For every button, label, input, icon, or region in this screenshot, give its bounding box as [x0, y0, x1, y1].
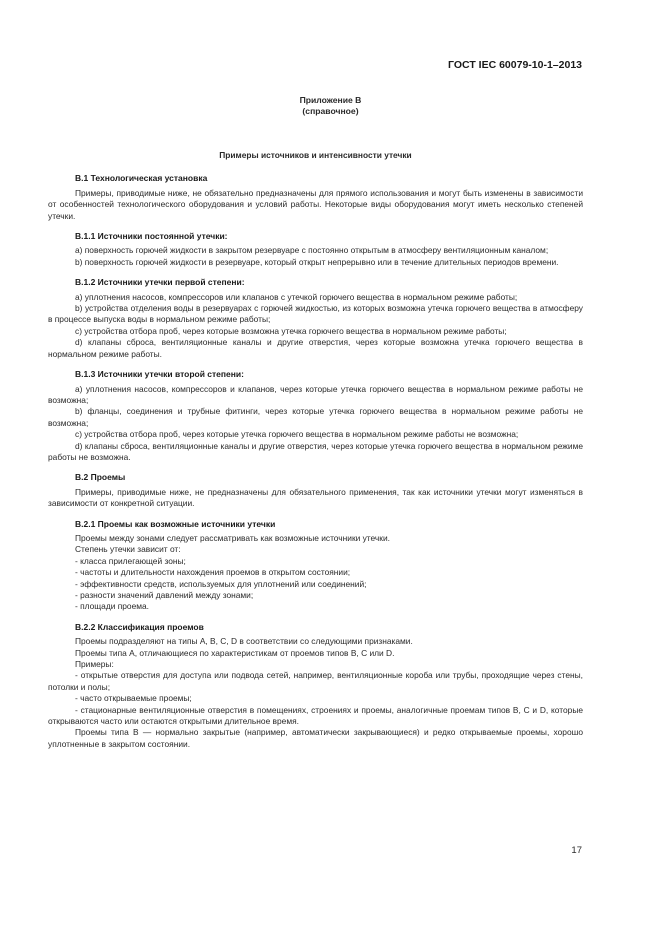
section-heading: В.2 Проемы [75, 472, 126, 483]
document-body [48, 150, 583, 759]
paragraph: Проемы между зонами следует рассматривать как возможные источники утечки. [75, 532, 390, 543]
paragraph: d) клапаны сброса, вентиляционные каналы и другие отверстия, через которые утечка горючего вещества в нормальном режиме работы не возможна. [48, 440, 583, 462]
paragraph: c) устройства отбора проб, через которые утечка горючего вещества в нормальном режиме работы не возможна; [75, 429, 519, 440]
paragraph: a) уплотнения насосов, компрессоров или клапанов с утечкой горючего вещества в нормальном режиме работы; [75, 291, 518, 302]
paragraph: Примеры: [75, 659, 114, 670]
page-number: 17 [571, 845, 582, 856]
paragraph: a) поверхность горючей жидкости в закрытом резервуаре с постоянно открытым в атмосферу вентиляционным каналом; [75, 245, 549, 256]
section-heading: В.1 Технологическая установка [75, 173, 208, 184]
section [48, 277, 583, 360]
paragraph: c) устройства отбора проб, через которые возможна утечка горючего вещества в нормальном режиме работы; [75, 325, 507, 336]
paragraph: - разности значений давлений между зонами; [75, 590, 254, 600]
section-heading: В.2.1 Проемы как возможные источники утечки [75, 518, 276, 529]
annex-heading [0, 95, 661, 117]
paragraph: Степень утечки зависит от: [75, 544, 181, 555]
paragraph: b) устройства отделения воды в резервуарах с горючей жидкостью, из которых возможна утечка горючего вещества в атмосферу в процессе выпуска воды в нормальном режиме работы; [48, 303, 583, 325]
paragraph: b) фланцы, соединения и трубные фитинги, через которые утечка горючего вещества в нормальном режиме работы не возможна; [48, 406, 583, 428]
section [48, 622, 583, 750]
section [48, 173, 583, 222]
paragraph: Проемы типа А, отличающиеся по характеристикам от проемов типов В, С или D. [75, 647, 395, 658]
section-heading: В.2.2 Классификация проемов [75, 621, 204, 632]
paragraph: - площади проема. [75, 601, 149, 612]
paragraph: - эффективности средств, используемых для уплотнений или соединений; [75, 578, 367, 589]
section-heading: В.1.1 Источники постоянной утечки: [75, 231, 228, 242]
paragraph: Проемы подразделяют на типы А, В, С, D в соответствии со следующими признаками. [75, 636, 413, 647]
paragraph: Проемы типа В — нормально закрытые (например, автоматически закрывающиеся) и редко открываемые проемы, хорошо уплотненные в закрытом состоянии. [48, 727, 583, 749]
paragraph: Примеры, приводимые ниже, не обязательно предназначены для прямого использования и могут быть изменены в зависимости от особенностей технологического оборудования и условий работы. Некоторые виды оборудования могут иметь несколько степеней утечки. [48, 187, 583, 221]
section [48, 231, 583, 268]
paragraph: - открытые отверстия для доступа или подвода сетей, например, вентиляционные короба или трубы, проходящие через стены, потолки и полы; [48, 670, 583, 692]
annex-note: (справочное) [302, 106, 359, 116]
paragraph: b) поверхность горючей жидкости в резервуаре, который открыт непрерывно или в течение длительных периодов времени. [75, 256, 559, 267]
annex-title: Приложение В [299, 95, 362, 105]
section-heading: В.1.3 Источники утечки второй степени: [75, 369, 244, 380]
paragraph: - класса прилегающей зоны; [75, 555, 186, 566]
section [48, 472, 583, 509]
paragraph: - стационарные вентиляционные отверстия в помещениях, строениях и проемы, аналогичные проемам типов В, С и D, которые открываются часто или остаются открытыми длительное время. [48, 704, 583, 727]
paragraph: a) уплотнения насосов, компрессоров и клапанов, через которые утечка горючего вещества в нормальном режиме работы не возможна; [48, 383, 583, 405]
section [48, 519, 583, 613]
paragraph: Примеры, приводимые ниже, не предназначены для обязательного применения, так как источники утечки могут изменяться в зависимости от конкретной ситуации. [48, 486, 583, 509]
paragraph: - частоты и длительности нахождения проемов в открытом состоянии; [75, 567, 351, 578]
section [48, 369, 583, 463]
paragraph: d) клапаны сброса, вентиляционные каналы и другие отверстия, через которые возможна утечка горючего вещества в нормальном режиме работы. [48, 337, 583, 359]
section-heading: В.1.2 Источники утечки первой степени: [75, 277, 245, 288]
paragraph: - часто открываемые проемы; [75, 693, 192, 704]
document-code: ГОСТ IEC 60079-10-1–2013 [448, 59, 582, 71]
main-title: Примеры источников и интенсивности утечки [219, 150, 412, 160]
sections-container [48, 173, 583, 750]
